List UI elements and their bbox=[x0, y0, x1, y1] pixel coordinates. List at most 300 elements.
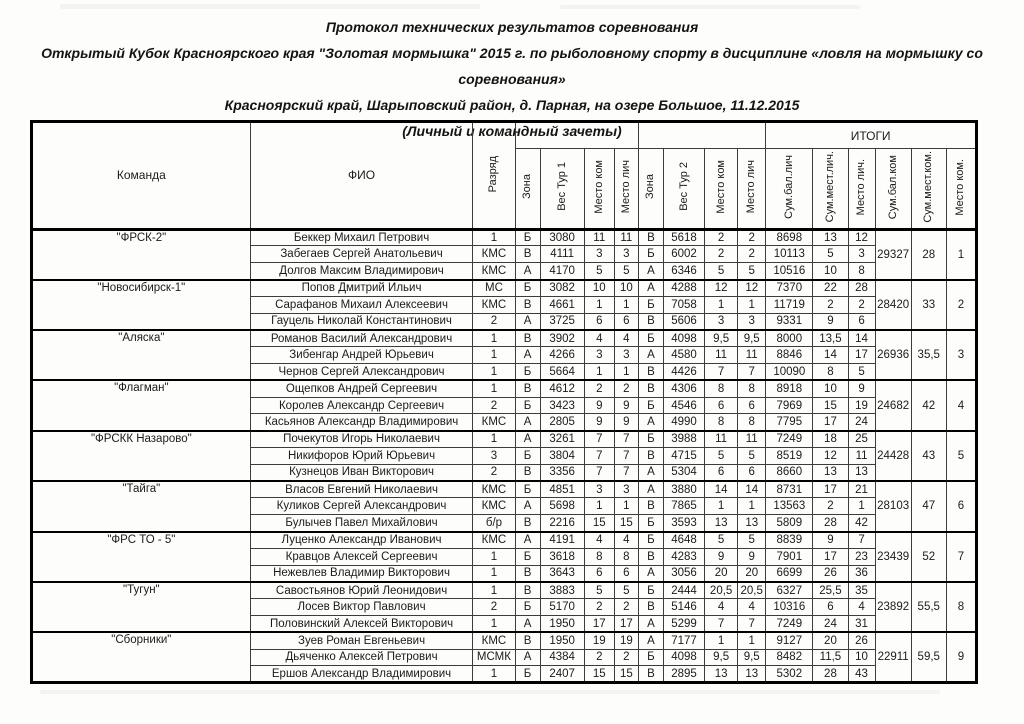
team-sum-place-cell: 47 bbox=[911, 481, 946, 531]
pk2-cell: 11 bbox=[705, 431, 738, 448]
col-header-weight-tour1 bbox=[540, 149, 584, 230]
pk1-cell: 19 bbox=[584, 632, 614, 649]
ml-cell: 35 bbox=[848, 582, 875, 599]
pl1-cell: 5 bbox=[614, 582, 638, 599]
title-line-2: Открытый Кубок Красноярского края "Золотая мормышка" 2015 г. по рыболовному спорту в дисциплине «ловля на мормышку со bbox=[41, 45, 983, 61]
pl2-cell: 7 bbox=[738, 364, 766, 381]
rank-cell: МСМК bbox=[473, 649, 515, 666]
pk2-cell: 20 bbox=[705, 565, 738, 582]
ml-cell: 4 bbox=[848, 599, 875, 616]
w1-cell: 4266 bbox=[540, 347, 584, 364]
fio-cell: Кравцов Алексей Сергеевич bbox=[250, 548, 473, 565]
sum-place-pers-vertical-label: Сум.мест.лич. bbox=[823, 151, 836, 223]
w2-cell: 6346 bbox=[663, 263, 704, 280]
sbl-cell: 7901 bbox=[766, 548, 813, 565]
zone2-cell: Б bbox=[638, 431, 663, 448]
zone2-cell: А bbox=[638, 347, 663, 364]
w1-cell: 2216 bbox=[540, 515, 584, 532]
col-header-sum-place-team bbox=[911, 149, 946, 230]
ml-cell: 11 bbox=[848, 448, 875, 465]
ml-cell: 8 bbox=[848, 263, 875, 280]
pl2-cell: 5 bbox=[738, 263, 766, 280]
col-header-place-pers1 bbox=[614, 149, 638, 230]
w1-cell: 3804 bbox=[540, 448, 584, 465]
sum-ball-pers-vertical-label: Сум.бал.лич bbox=[782, 154, 795, 219]
pk1-cell: 10 bbox=[584, 280, 614, 297]
pl2-cell: 13 bbox=[738, 666, 766, 683]
pk1-cell: 4 bbox=[584, 330, 614, 347]
pl1-cell: 11 bbox=[614, 229, 638, 246]
zone2-cell: А bbox=[638, 464, 663, 481]
zone2-cell: Б bbox=[638, 296, 663, 313]
w2-cell: 3880 bbox=[663, 481, 704, 498]
sbl-cell: 7795 bbox=[766, 414, 813, 431]
sbl-cell: 8000 bbox=[766, 330, 813, 347]
team-sum-ball-cell: 23892 bbox=[875, 582, 911, 632]
pl1-cell: 17 bbox=[614, 616, 638, 633]
w2-cell: 5299 bbox=[663, 616, 704, 633]
scan-artifact bbox=[560, 5, 860, 9]
pk1-cell: 2 bbox=[584, 649, 614, 666]
col-header-sum-ball-team bbox=[875, 149, 911, 230]
place-team2-vertical-label: Место ком bbox=[714, 160, 727, 214]
w1-cell: 4170 bbox=[540, 263, 584, 280]
table-row bbox=[32, 280, 977, 297]
w2-cell: 4288 bbox=[663, 280, 704, 297]
pk1-cell: 9 bbox=[584, 414, 614, 431]
col-header-zone2 bbox=[638, 149, 663, 230]
ml-cell: 10 bbox=[848, 649, 875, 666]
w1-cell: 3082 bbox=[540, 280, 584, 297]
fio-cell: Ершов Александр Владимирович bbox=[250, 666, 473, 683]
w2-cell: 4580 bbox=[663, 347, 704, 364]
zone2-cell: В bbox=[638, 666, 663, 683]
sbl-cell: 5302 bbox=[766, 666, 813, 683]
ml-cell: 14 bbox=[848, 330, 875, 347]
zone1-cell: В bbox=[515, 246, 540, 263]
pl2-cell: 11 bbox=[738, 347, 766, 364]
team-sum-ball-cell: 28420 bbox=[875, 280, 911, 330]
w2-cell: 4283 bbox=[663, 548, 704, 565]
sml-cell: 17 bbox=[813, 481, 848, 498]
rank-vertical-label: Разряд bbox=[487, 155, 500, 193]
zone2-cell: В bbox=[638, 498, 663, 515]
pk2-cell: 7 bbox=[705, 364, 738, 381]
team-sum-ball-cell: 29327 bbox=[875, 229, 911, 279]
sum-place-team-vertical-label: Сум.мест.ком. bbox=[922, 151, 935, 223]
sml-cell: 8 bbox=[813, 364, 848, 381]
results-table bbox=[30, 120, 978, 684]
pl2-cell: 7 bbox=[738, 616, 766, 633]
rank-cell: КМС bbox=[473, 498, 515, 515]
team-place-cell: 5 bbox=[946, 431, 976, 481]
team-place-cell: 6 bbox=[946, 481, 976, 531]
rank-cell: 1 bbox=[473, 364, 515, 381]
w1-cell: 3080 bbox=[540, 229, 584, 246]
sml-cell: 2 bbox=[813, 296, 848, 313]
pl2-cell: 9 bbox=[738, 548, 766, 565]
pk1-cell: 4 bbox=[584, 532, 614, 549]
zone1-cell: Б bbox=[515, 599, 540, 616]
pk2-cell: 1 bbox=[705, 296, 738, 313]
col-header-place-pers-total bbox=[848, 149, 875, 230]
rank-cell: 1 bbox=[473, 380, 515, 397]
ml-cell: 42 bbox=[848, 515, 875, 532]
fio-cell: Нежевлев Владимир Викторович bbox=[250, 565, 473, 582]
team-sum-place-cell: 43 bbox=[911, 431, 946, 481]
team-sum-ball-cell: 28103 bbox=[875, 481, 911, 531]
sml-cell: 28 bbox=[813, 666, 848, 683]
team-name-cell: "Тугун" bbox=[32, 582, 251, 632]
zone2-cell: Б bbox=[638, 330, 663, 347]
w2-cell: 3593 bbox=[663, 515, 704, 532]
header-row-groups bbox=[32, 122, 977, 149]
pl2-cell: 11 bbox=[738, 431, 766, 448]
team-place-cell: 9 bbox=[946, 632, 976, 682]
sml-cell: 10 bbox=[813, 380, 848, 397]
sml-cell: 13,5 bbox=[813, 330, 848, 347]
team-sum-ball-cell: 24682 bbox=[875, 380, 911, 430]
pk1-cell: 15 bbox=[584, 666, 614, 683]
w1-cell: 3902 bbox=[540, 330, 584, 347]
team-name-cell: "ФРСК-2" bbox=[32, 229, 251, 279]
zone2-cell: Б bbox=[638, 397, 663, 414]
table-row bbox=[32, 532, 977, 549]
ml-cell: 21 bbox=[848, 481, 875, 498]
sml-cell: 10 bbox=[813, 263, 848, 280]
w1-cell: 4384 bbox=[540, 649, 584, 666]
w2-cell: 2895 bbox=[663, 666, 704, 683]
pk2-cell: 14 bbox=[705, 481, 738, 498]
sml-cell: 9 bbox=[813, 313, 848, 330]
rank-cell: 1 bbox=[473, 582, 515, 599]
pl1-cell: 6 bbox=[614, 313, 638, 330]
team-name-cell: "Новосибирск-1" bbox=[32, 280, 251, 330]
sbl-cell: 7249 bbox=[766, 616, 813, 633]
team-name-cell: "Аляска" bbox=[32, 330, 251, 380]
pk2-cell: 1 bbox=[705, 632, 738, 649]
pl1-cell: 7 bbox=[614, 448, 638, 465]
pk1-cell: 2 bbox=[584, 599, 614, 616]
zone2-cell: Б bbox=[638, 246, 663, 263]
pk2-cell: 1 bbox=[705, 498, 738, 515]
w1-cell: 4191 bbox=[540, 532, 584, 549]
col-header-rank bbox=[473, 122, 515, 230]
scan-artifact bbox=[60, 4, 480, 9]
weight-tour2-vertical-label: Вес Тур 2 bbox=[677, 162, 690, 212]
pl2-cell: 1 bbox=[738, 296, 766, 313]
sbl-cell: 8660 bbox=[766, 464, 813, 481]
pk1-cell: 9 bbox=[584, 397, 614, 414]
rank-cell: 2 bbox=[473, 599, 515, 616]
sbl-cell: 8698 bbox=[766, 229, 813, 246]
w2-cell: 4715 bbox=[663, 448, 704, 465]
sbl-cell: 7249 bbox=[766, 431, 813, 448]
team-place-cell: 7 bbox=[946, 532, 976, 582]
results-tbody bbox=[32, 229, 977, 683]
zone1-cell: В bbox=[515, 515, 540, 532]
sum-ball-team-vertical-label: Сум.бал.ком bbox=[886, 154, 899, 219]
w2-cell: 4546 bbox=[663, 397, 704, 414]
pl1-cell: 4 bbox=[614, 330, 638, 347]
rank-cell: КМС bbox=[473, 296, 515, 313]
w1-cell: 2805 bbox=[540, 414, 584, 431]
rank-cell: 3 bbox=[473, 448, 515, 465]
pk1-cell: 5 bbox=[584, 263, 614, 280]
pl2-cell: 2 bbox=[738, 229, 766, 246]
pl2-cell: 8 bbox=[738, 380, 766, 397]
w1-cell: 3643 bbox=[540, 565, 584, 582]
fio-cell: Зибенгар Андрей Юрьевич bbox=[250, 347, 473, 364]
zone1-cell: А bbox=[515, 532, 540, 549]
zone1-cell: Б bbox=[515, 666, 540, 683]
place-team1-vertical-label: Место ком bbox=[592, 160, 605, 214]
sml-cell: 13 bbox=[813, 464, 848, 481]
w1-cell: 3618 bbox=[540, 548, 584, 565]
pk2-cell: 20,5 bbox=[705, 582, 738, 599]
zone1-cell: А bbox=[515, 414, 540, 431]
zone2-cell: Б bbox=[638, 515, 663, 532]
pl2-cell: 20 bbox=[738, 565, 766, 582]
rank-cell: 1 bbox=[473, 431, 515, 448]
team-name-cell: "Сборники" bbox=[32, 632, 251, 682]
ml-cell: 13 bbox=[848, 464, 875, 481]
zone2-cell: В bbox=[638, 548, 663, 565]
team-sum-place-cell: 59,5 bbox=[911, 632, 946, 682]
sbl-cell: 9331 bbox=[766, 313, 813, 330]
pl1-cell: 19 bbox=[614, 632, 638, 649]
zone1-cell: Б bbox=[515, 364, 540, 381]
pk2-cell: 3 bbox=[705, 313, 738, 330]
zone1-cell: Б bbox=[515, 548, 540, 565]
pl1-cell: 7 bbox=[614, 464, 638, 481]
pk1-cell: 1 bbox=[584, 296, 614, 313]
pk2-cell: 6 bbox=[705, 464, 738, 481]
team-name-cell: "ФРС ТО - 5" bbox=[32, 532, 251, 582]
rank-cell: 1 bbox=[473, 330, 515, 347]
pk1-cell: 5 bbox=[584, 582, 614, 599]
pl2-cell: 20,5 bbox=[738, 582, 766, 599]
ml-cell: 19 bbox=[848, 397, 875, 414]
w2-cell: 2444 bbox=[663, 582, 704, 599]
ml-cell: 7 bbox=[848, 532, 875, 549]
col-header-place-team2 bbox=[705, 149, 738, 230]
pk1-cell: 7 bbox=[584, 448, 614, 465]
fio-cell: Долгов Максим Владимирович bbox=[250, 263, 473, 280]
zone1-cell: В bbox=[515, 464, 540, 481]
sbl-cell: 8519 bbox=[766, 448, 813, 465]
zone2-cell: А bbox=[638, 565, 663, 582]
sbl-cell: 7370 bbox=[766, 280, 813, 297]
sml-cell: 11,5 bbox=[813, 649, 848, 666]
pk1-cell: 7 bbox=[584, 464, 614, 481]
table-row bbox=[32, 582, 977, 599]
pl2-cell: 3 bbox=[738, 313, 766, 330]
zone2-cell: А bbox=[638, 414, 663, 431]
col-header-team: Команда bbox=[32, 122, 251, 230]
sml-cell: 28 bbox=[813, 515, 848, 532]
pk1-cell: 8 bbox=[584, 548, 614, 565]
pk2-cell: 4 bbox=[705, 599, 738, 616]
zone1-cell: В bbox=[515, 296, 540, 313]
sml-cell: 12 bbox=[813, 448, 848, 465]
pk1-cell: 17 bbox=[584, 616, 614, 633]
rank-cell: 1 bbox=[473, 616, 515, 633]
pk1-cell: 7 bbox=[584, 431, 614, 448]
zone2-cell: А bbox=[638, 632, 663, 649]
rank-cell: 1 bbox=[473, 548, 515, 565]
zone1-cell: А bbox=[515, 263, 540, 280]
w1-cell: 4111 bbox=[540, 246, 584, 263]
sbl-cell: 8731 bbox=[766, 481, 813, 498]
fio-cell: Забегаев Сергей Анатольевич bbox=[250, 246, 473, 263]
table-row bbox=[32, 632, 977, 649]
w1-cell: 5698 bbox=[540, 498, 584, 515]
pk2-cell: 8 bbox=[705, 414, 738, 431]
team-sum-ball-cell: 24428 bbox=[875, 431, 911, 481]
w1-cell: 3423 bbox=[540, 397, 584, 414]
ml-cell: 25 bbox=[848, 431, 875, 448]
sbl-cell: 9127 bbox=[766, 632, 813, 649]
title-line-4: Красноярский край, Шарыповский район, д. Парная, на озере Большое, 11.12.2015 bbox=[224, 97, 800, 113]
team-sum-place-cell: 28 bbox=[911, 229, 946, 279]
pk2-cell: 6 bbox=[705, 397, 738, 414]
w1-cell: 1950 bbox=[540, 616, 584, 633]
fio-cell: Гауцель Николай Константинович bbox=[250, 313, 473, 330]
pl2-cell: 1 bbox=[738, 498, 766, 515]
col-header-sum-ball-pers bbox=[766, 149, 813, 230]
fio-cell: Луценко Александр Иванович bbox=[250, 532, 473, 549]
pk1-cell: 15 bbox=[584, 515, 614, 532]
rank-cell: КМС bbox=[473, 414, 515, 431]
w1-cell: 2407 bbox=[540, 666, 584, 683]
pl1-cell: 1 bbox=[614, 498, 638, 515]
pk2-cell: 5 bbox=[705, 448, 738, 465]
pk2-cell: 9,5 bbox=[705, 649, 738, 666]
title-line-5: (Личный и командный зачеты) bbox=[402, 123, 622, 139]
pk2-cell: 13 bbox=[705, 666, 738, 683]
pk2-cell: 2 bbox=[705, 246, 738, 263]
w1-cell: 3356 bbox=[540, 464, 584, 481]
w1-cell: 4612 bbox=[540, 380, 584, 397]
zone1-cell: В bbox=[515, 582, 540, 599]
pl2-cell: 5 bbox=[738, 532, 766, 549]
ml-cell: 9 bbox=[848, 380, 875, 397]
sml-cell: 15 bbox=[813, 397, 848, 414]
w2-cell: 7177 bbox=[663, 632, 704, 649]
w1-cell: 4661 bbox=[540, 296, 584, 313]
ml-cell: 3 bbox=[848, 246, 875, 263]
pk1-cell: 2 bbox=[584, 380, 614, 397]
zone1-cell: А bbox=[515, 498, 540, 515]
pl2-cell: 1 bbox=[738, 632, 766, 649]
pk2-cell: 7 bbox=[705, 616, 738, 633]
team-sum-place-cell: 35,5 bbox=[911, 330, 946, 380]
ml-cell: 31 bbox=[848, 616, 875, 633]
place-pers-total-vertical-label: Место лич. bbox=[855, 158, 868, 215]
rank-cell: б/р bbox=[473, 515, 515, 532]
sml-cell: 9 bbox=[813, 532, 848, 549]
fio-cell: Власов Евгений Николаевич bbox=[250, 481, 473, 498]
pl2-cell: 6 bbox=[738, 397, 766, 414]
zone2-cell: А bbox=[638, 616, 663, 633]
w2-cell: 3988 bbox=[663, 431, 704, 448]
pl2-cell: 6 bbox=[738, 464, 766, 481]
zone2-cell: В bbox=[638, 599, 663, 616]
pk2-cell: 11 bbox=[705, 347, 738, 364]
team-place-cell: 2 bbox=[946, 280, 976, 330]
rank-cell: МС bbox=[473, 280, 515, 297]
place-team-total-vertical-label: Место ком. bbox=[954, 158, 967, 216]
rank-cell: 1 bbox=[473, 666, 515, 683]
pl1-cell: 15 bbox=[614, 666, 638, 683]
zone2-cell: Б bbox=[638, 582, 663, 599]
w2-cell: 4306 bbox=[663, 380, 704, 397]
ml-cell: 1 bbox=[848, 498, 875, 515]
rank-cell: 2 bbox=[473, 464, 515, 481]
zone1-vertical-label: Зона bbox=[521, 174, 534, 200]
fio-cell: Дьяченко Алексей Петрович bbox=[250, 649, 473, 666]
pk2-cell: 2 bbox=[705, 229, 738, 246]
zone2-vertical-label: Зона bbox=[644, 174, 657, 200]
sbl-cell: 10516 bbox=[766, 263, 813, 280]
fio-cell: Кузнецов Иван Викторович bbox=[250, 464, 473, 481]
col-header-place-team-total bbox=[946, 149, 976, 230]
sml-cell: 6 bbox=[813, 599, 848, 616]
ml-cell: 6 bbox=[848, 313, 875, 330]
fio-cell: Романов Василий Александрович bbox=[250, 330, 473, 347]
team-place-cell: 8 bbox=[946, 582, 976, 632]
sml-cell: 5 bbox=[813, 246, 848, 263]
rank-cell: КМС bbox=[473, 532, 515, 549]
w1-cell: 5170 bbox=[540, 599, 584, 616]
col-header-place-team1 bbox=[584, 149, 614, 230]
w2-cell: 3056 bbox=[663, 565, 704, 582]
sbl-cell: 8918 bbox=[766, 380, 813, 397]
pl1-cell: 8 bbox=[614, 548, 638, 565]
pk2-cell: 9 bbox=[705, 548, 738, 565]
rank-cell: 2 bbox=[473, 313, 515, 330]
pl1-cell: 10 bbox=[614, 280, 638, 297]
fio-cell: Ощепков Андрей Сергеевич bbox=[250, 380, 473, 397]
w2-cell: 7058 bbox=[663, 296, 704, 313]
zone1-cell: А bbox=[515, 616, 540, 633]
place-pers2-vertical-label: Место лич bbox=[745, 160, 758, 214]
zone1-cell: А bbox=[515, 431, 540, 448]
table-row bbox=[32, 229, 977, 246]
fio-cell: Булычев Павел Михайлович bbox=[250, 515, 473, 532]
place-pers1-vertical-label: Место лич bbox=[619, 160, 632, 214]
ml-cell: 28 bbox=[848, 280, 875, 297]
sml-cell: 26 bbox=[813, 565, 848, 582]
sbl-cell: 5809 bbox=[766, 515, 813, 532]
ml-cell: 26 bbox=[848, 632, 875, 649]
team-sum-ball-cell: 26936 bbox=[875, 330, 911, 380]
zone1-cell: В bbox=[515, 330, 540, 347]
zone1-cell: В bbox=[515, 565, 540, 582]
zone2-cell: А bbox=[638, 481, 663, 498]
pl1-cell: 7 bbox=[614, 431, 638, 448]
pk2-cell: 13 bbox=[705, 515, 738, 532]
w2-cell: 4426 bbox=[663, 364, 704, 381]
w1-cell: 3725 bbox=[540, 313, 584, 330]
fio-cell: Королев Александр Сергеевич bbox=[250, 397, 473, 414]
pl1-cell: 3 bbox=[614, 246, 638, 263]
team-place-cell: 4 bbox=[946, 380, 976, 430]
rank-cell: КМС bbox=[473, 481, 515, 498]
ml-cell: 23 bbox=[848, 548, 875, 565]
w1-cell: 3883 bbox=[540, 582, 584, 599]
